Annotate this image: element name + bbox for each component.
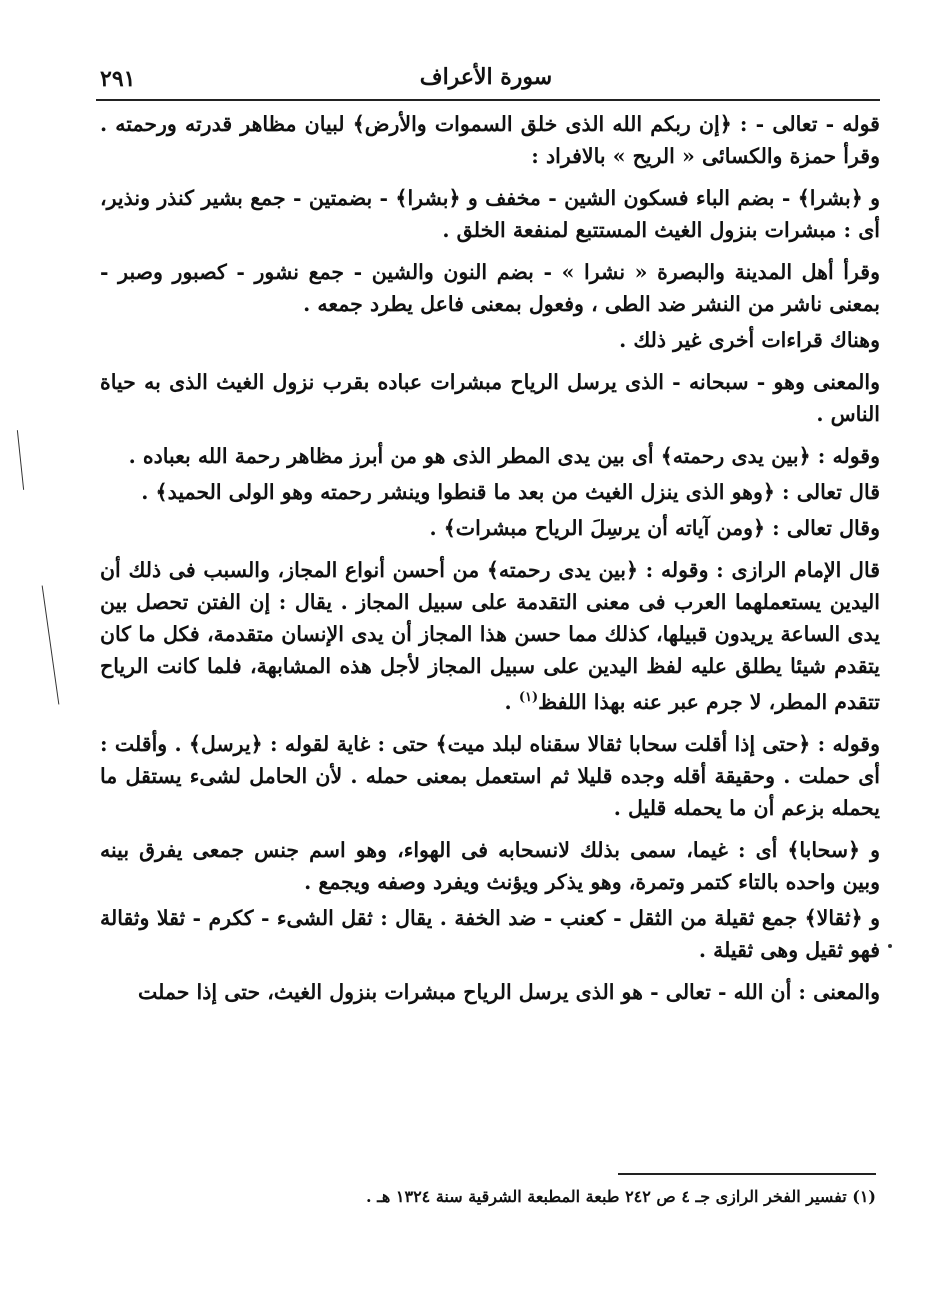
footnote: (١) تفسير الفخر الرازى جـ ٤ ص ٢٤٢ طبعة المطبعة الشرقية سنة ١٣٢٤ هـ . (366, 1187, 876, 1206)
paragraph-13: والمعنى : أن الله - تعالى - هو الذى يرسل الرياح مبشرات بنزول الغيث، حتى إذا حملت (137, 979, 880, 1004)
paragraph-3: وقرأ أهل المدينة والبصرة « نشرا » - بضم النون والشين - جمع نشور - كصبور وصبر - بمعنى ناشر من النشر ضد الطى ، وفعول بمعنى فاعل يطرد جمعه . (100, 260, 880, 316)
paragraph-8: وقال تعالى : ﴿ومن آياته أن يرسِلَ الرياح مبشرات﴾ . (429, 516, 880, 540)
running-header (96, 58, 876, 102)
main-text (100, 108, 880, 1012)
margin-line-1 (17, 430, 24, 490)
paragraph-4: وهناك قراءات أخرى غير ذلك . (619, 328, 880, 352)
paragraph-7: قال تعالى : ﴿وهو الذى ينزل الغيث من بعد ما قنطوا وينشر رحمته وهو الولى الحميد﴾ . (141, 480, 880, 504)
paragraph-9-text: قال الإمام الرازى : وقوله : ﴿بين يدى رحمته﴾ من أحسن أنواع المجاز، والسبب فى ذلك أن اليدين يستعملهما العرب فى معنى التقدمة على سبيل المجاز . يقال : إن الفتن تحصل بين يدى الساعة يريدون قبيلها، كذلك مما حسن هذا المجاز أن يدى الإنسان متقدمة، فكل ما كان يتقدم شيئا يطلق عليه لفظ اليدين على سبيل المجاز لأجل هذه المشابهة، فلما كانت الرياح تتقدم المطر، لا جرم عبر عنه بهذا اللفظ (100, 558, 880, 714)
page-number: ٢٩١ (100, 66, 136, 92)
paragraph-2: و ﴿بشرا﴾ - بضم الباء فسكون الشين - مخفف و ﴿بشرا﴾ - بضمتين - جمع بشير كنذر ونذير، أى : مبشرات بنزول الغيث المستتبع لمنفعة الخلق . (100, 186, 880, 242)
paragraph-6: وقوله : ﴿بين يدى رحمته﴾ أى بين يدى المطر الذى هو من أبرز مظاهر رحمة الله بعباده . (128, 444, 880, 468)
footnote-divider (618, 1173, 876, 1175)
paragraph-11: و ﴿سحابا﴾ أى : غيما، سمى بذلك لانسحابه فى الهواء، وهو اسم جنس جمعى يفرق بينه وبين واحده بالتاء كتمر وتمرة، وهو يذكر ويؤنث ويفرد وصفه ويجمع . (100, 837, 880, 894)
paragraph-1: قوله - تعالى - : ﴿إن ربكم الله الذى خلق السموات والأرض﴾ لبيان مظاهر قدرته ورحمته . وقرأ حمزة والكسائى « الريح » بالافراد : (100, 112, 880, 168)
paragraph-12: و ﴿ثقالا﴾ جمع ثقيلة من الثقل - كعنب - ضد الخفة . يقال : ثقل الشىء - ككرم - ثقلا وثقالة فهو ثقيل وهى ثقيلة . (100, 905, 880, 962)
footnote-reference: (١) (518, 690, 539, 705)
paragraph-5: والمعنى وهو - سبحانه - الذى يرسل الرياح مبشرات عباده بقرب نزول الغيث الذى به حياة الناس . (100, 370, 880, 426)
margin-dot (888, 944, 892, 948)
paragraph-10: وقوله : ﴿حتى إذا أقلت سحابا ثقالا سقناه لبلد ميت﴾ حتى : غاية لقوله : ﴿يرسل﴾ . وأقلت : أى حملت . وحقيقة أقله وجده قليلا ثم استعمل بمعنى حمله . لأن الحامل لشىء يستقل ما يحمله بزعم أن ما يحمله قليل . (100, 731, 880, 820)
paragraph-9: قال الإمام الرازى : وقوله : ﴿بين يدى رحمته﴾ من أحسن أنواع المجاز، والسبب فى ذلك أن اليدين يستعملهما العرب فى معنى التقدمة على سبيل المجاز . يقال : إن الفتن تحصل بين يدى الساعة يريدون قبيلها، كذلك مما حسن هذا المجاز أن يدى الإنسان متقدمة، فكل ما كان يتقدم شيئا يطلق عليه لفظ اليدين على سبيل المجاز لأجل هذه المشابهة، فلما كانت الرياح تتقدم المطر، لا جرم عبر عنه بهذا اللفظ$^{(١)}$ . (100, 558, 880, 714)
header-divider (96, 99, 880, 101)
margin-line-2 (42, 586, 60, 705)
surah-title: سورة الأعراف (419, 64, 553, 90)
